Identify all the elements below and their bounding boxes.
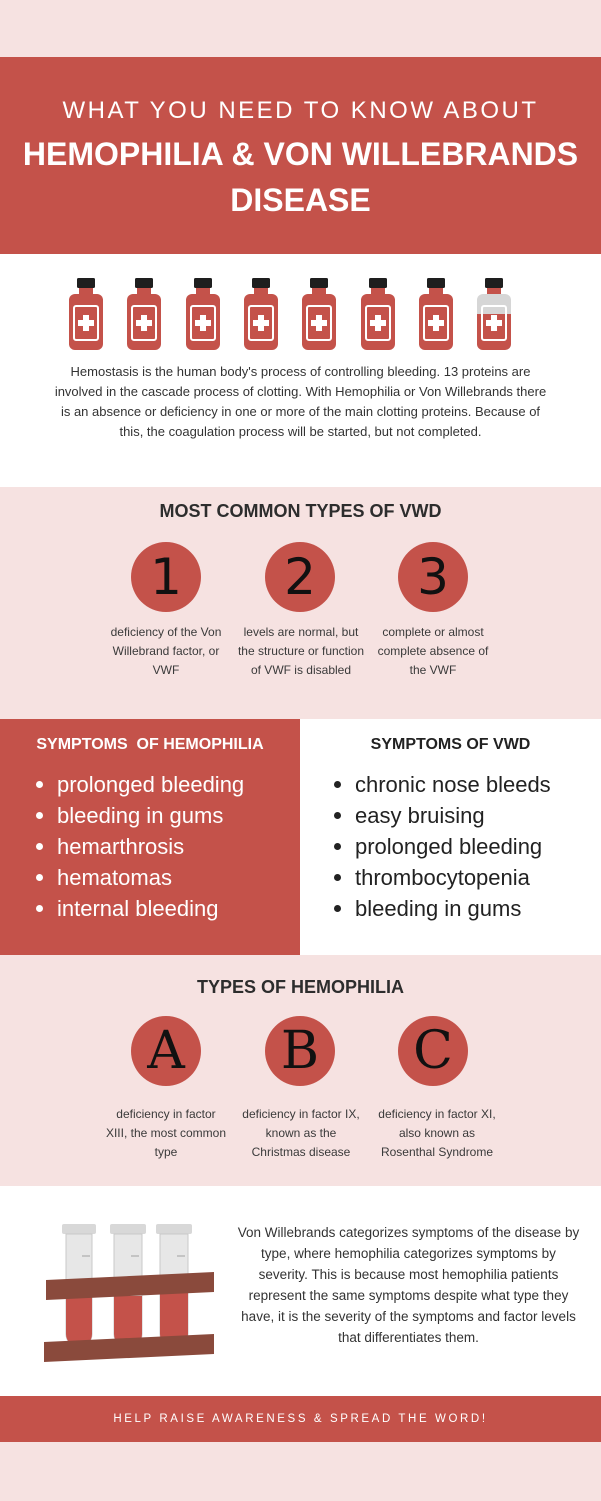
- footer-text: HELP RAISE AWARENESS & SPREAD THE WORD!: [113, 1413, 488, 1425]
- intro-text: Hemostasis is the human body's process of controlling bleeding. 13 proteins are involved in the cascade process of clotting. With Hemophilia or Von Willebrands there is an absence or deficiency in one or more of the main clotting proteins. Because of this, the coagulation process will be started, but not completed.: [54, 364, 547, 439]
- vwd-type-1-badge: 1: [131, 542, 201, 612]
- blood-bottle-icon: [301, 278, 337, 350]
- header-banner: [0, 57, 601, 254]
- hemophilia-types-title: TYPES OF HEMOPHILIA: [196, 977, 405, 997]
- intro-section: [0, 254, 601, 487]
- blood-bottle-icon: [185, 278, 221, 350]
- list-item: hematomas: [36, 862, 244, 893]
- vwd-type-3-desc: complete or almost complete absence of the VWF: [377, 625, 489, 677]
- info-text: Von Willebrands categorizes symptoms of the disease by type, where hemophilia categorizes symptoms by severity. This is because most hemophilia patients represent the same symptoms despite what type they have, it is the severity of the symptoms and factor levels that differentiates them.: [237, 1225, 580, 1345]
- blood-bottle-icon: [68, 278, 104, 350]
- info-section: [0, 1186, 601, 1396]
- blood-bottle-icon: [476, 278, 512, 350]
- list-item: prolonged bleeding: [36, 769, 244, 800]
- hemophilia-type-a-badge: A: [131, 1016, 201, 1086]
- page-title: HEMOPHILIA & VON WILLEBRANDS DISEASE: [22, 136, 579, 218]
- hemophilia-symptoms-panel: [0, 719, 300, 955]
- bullet-icon: [36, 781, 43, 788]
- vwd-types-title: MOST COMMON TYPES OF VWD: [159, 501, 442, 521]
- vwd-types-section: [0, 487, 601, 719]
- list-item: easy bruising: [334, 800, 551, 831]
- symptoms-section: [0, 719, 601, 955]
- hemophilia-symptoms-list: [36, 769, 244, 924]
- bullet-icon: [334, 905, 341, 912]
- blood-bottle-icon: [243, 278, 279, 350]
- vwd-symptoms-list: [334, 769, 551, 924]
- list-item: chronic nose bleeds: [334, 769, 551, 800]
- hemophilia-type-a-desc: deficiency in factor XIII, the most common type: [105, 1107, 227, 1159]
- vwd-type-3-badge: 3: [398, 542, 468, 612]
- vwd-symptoms-panel: [300, 719, 601, 955]
- hemophilia-types-section: [0, 955, 601, 1186]
- bullet-icon: [36, 812, 43, 819]
- bullet-icon: [334, 812, 341, 819]
- list-item: prolonged bleeding: [334, 831, 551, 862]
- blood-bottle-icon: [360, 278, 396, 350]
- hemophilia-symptoms-title: SYMPTOMS OF HEMOPHILIA: [36, 736, 264, 753]
- footer-banner: [0, 1396, 601, 1442]
- bullet-icon: [36, 843, 43, 850]
- vwd-type-1-desc: deficiency of the Von Willebrand factor, or VWF: [110, 625, 222, 677]
- list-item: internal bleeding: [36, 893, 244, 924]
- bullet-icon: [334, 781, 341, 788]
- list-item: hemarthrosis: [36, 831, 244, 862]
- vwd-type-2-desc: levels are normal, but the structure or function of VWF is disabled: [237, 625, 365, 677]
- test-tube-rack-icon: [38, 1216, 218, 1366]
- hemophilia-type-b-desc: deficiency in factor IX, known as the Christmas disease: [242, 1107, 360, 1159]
- bullet-icon: [36, 905, 43, 912]
- blood-bottles-row: [68, 278, 538, 350]
- bullet-icon: [334, 874, 341, 881]
- hemophilia-type-b-badge: B: [265, 1016, 335, 1086]
- blood-bottle-icon: [126, 278, 162, 350]
- vwd-type-2-badge: 2: [265, 542, 335, 612]
- hemophilia-type-c-desc: deficiency in factor XI, also known as Rosenthal Syndrome: [378, 1107, 496, 1159]
- list-item: thrombocytopenia: [334, 862, 551, 893]
- list-item: bleeding in gums: [334, 893, 551, 924]
- blood-bottle-icon: [418, 278, 454, 350]
- header-kicker: WHAT YOU NEED TO KNOW ABOUT: [62, 97, 539, 124]
- vwd-symptoms-title: SYMPTOMS OF VWD: [370, 736, 531, 753]
- hemophilia-type-c-badge: C: [398, 1016, 468, 1086]
- list-item: bleeding in gums: [36, 800, 244, 831]
- bullet-icon: [334, 843, 341, 850]
- bullet-icon: [36, 874, 43, 881]
